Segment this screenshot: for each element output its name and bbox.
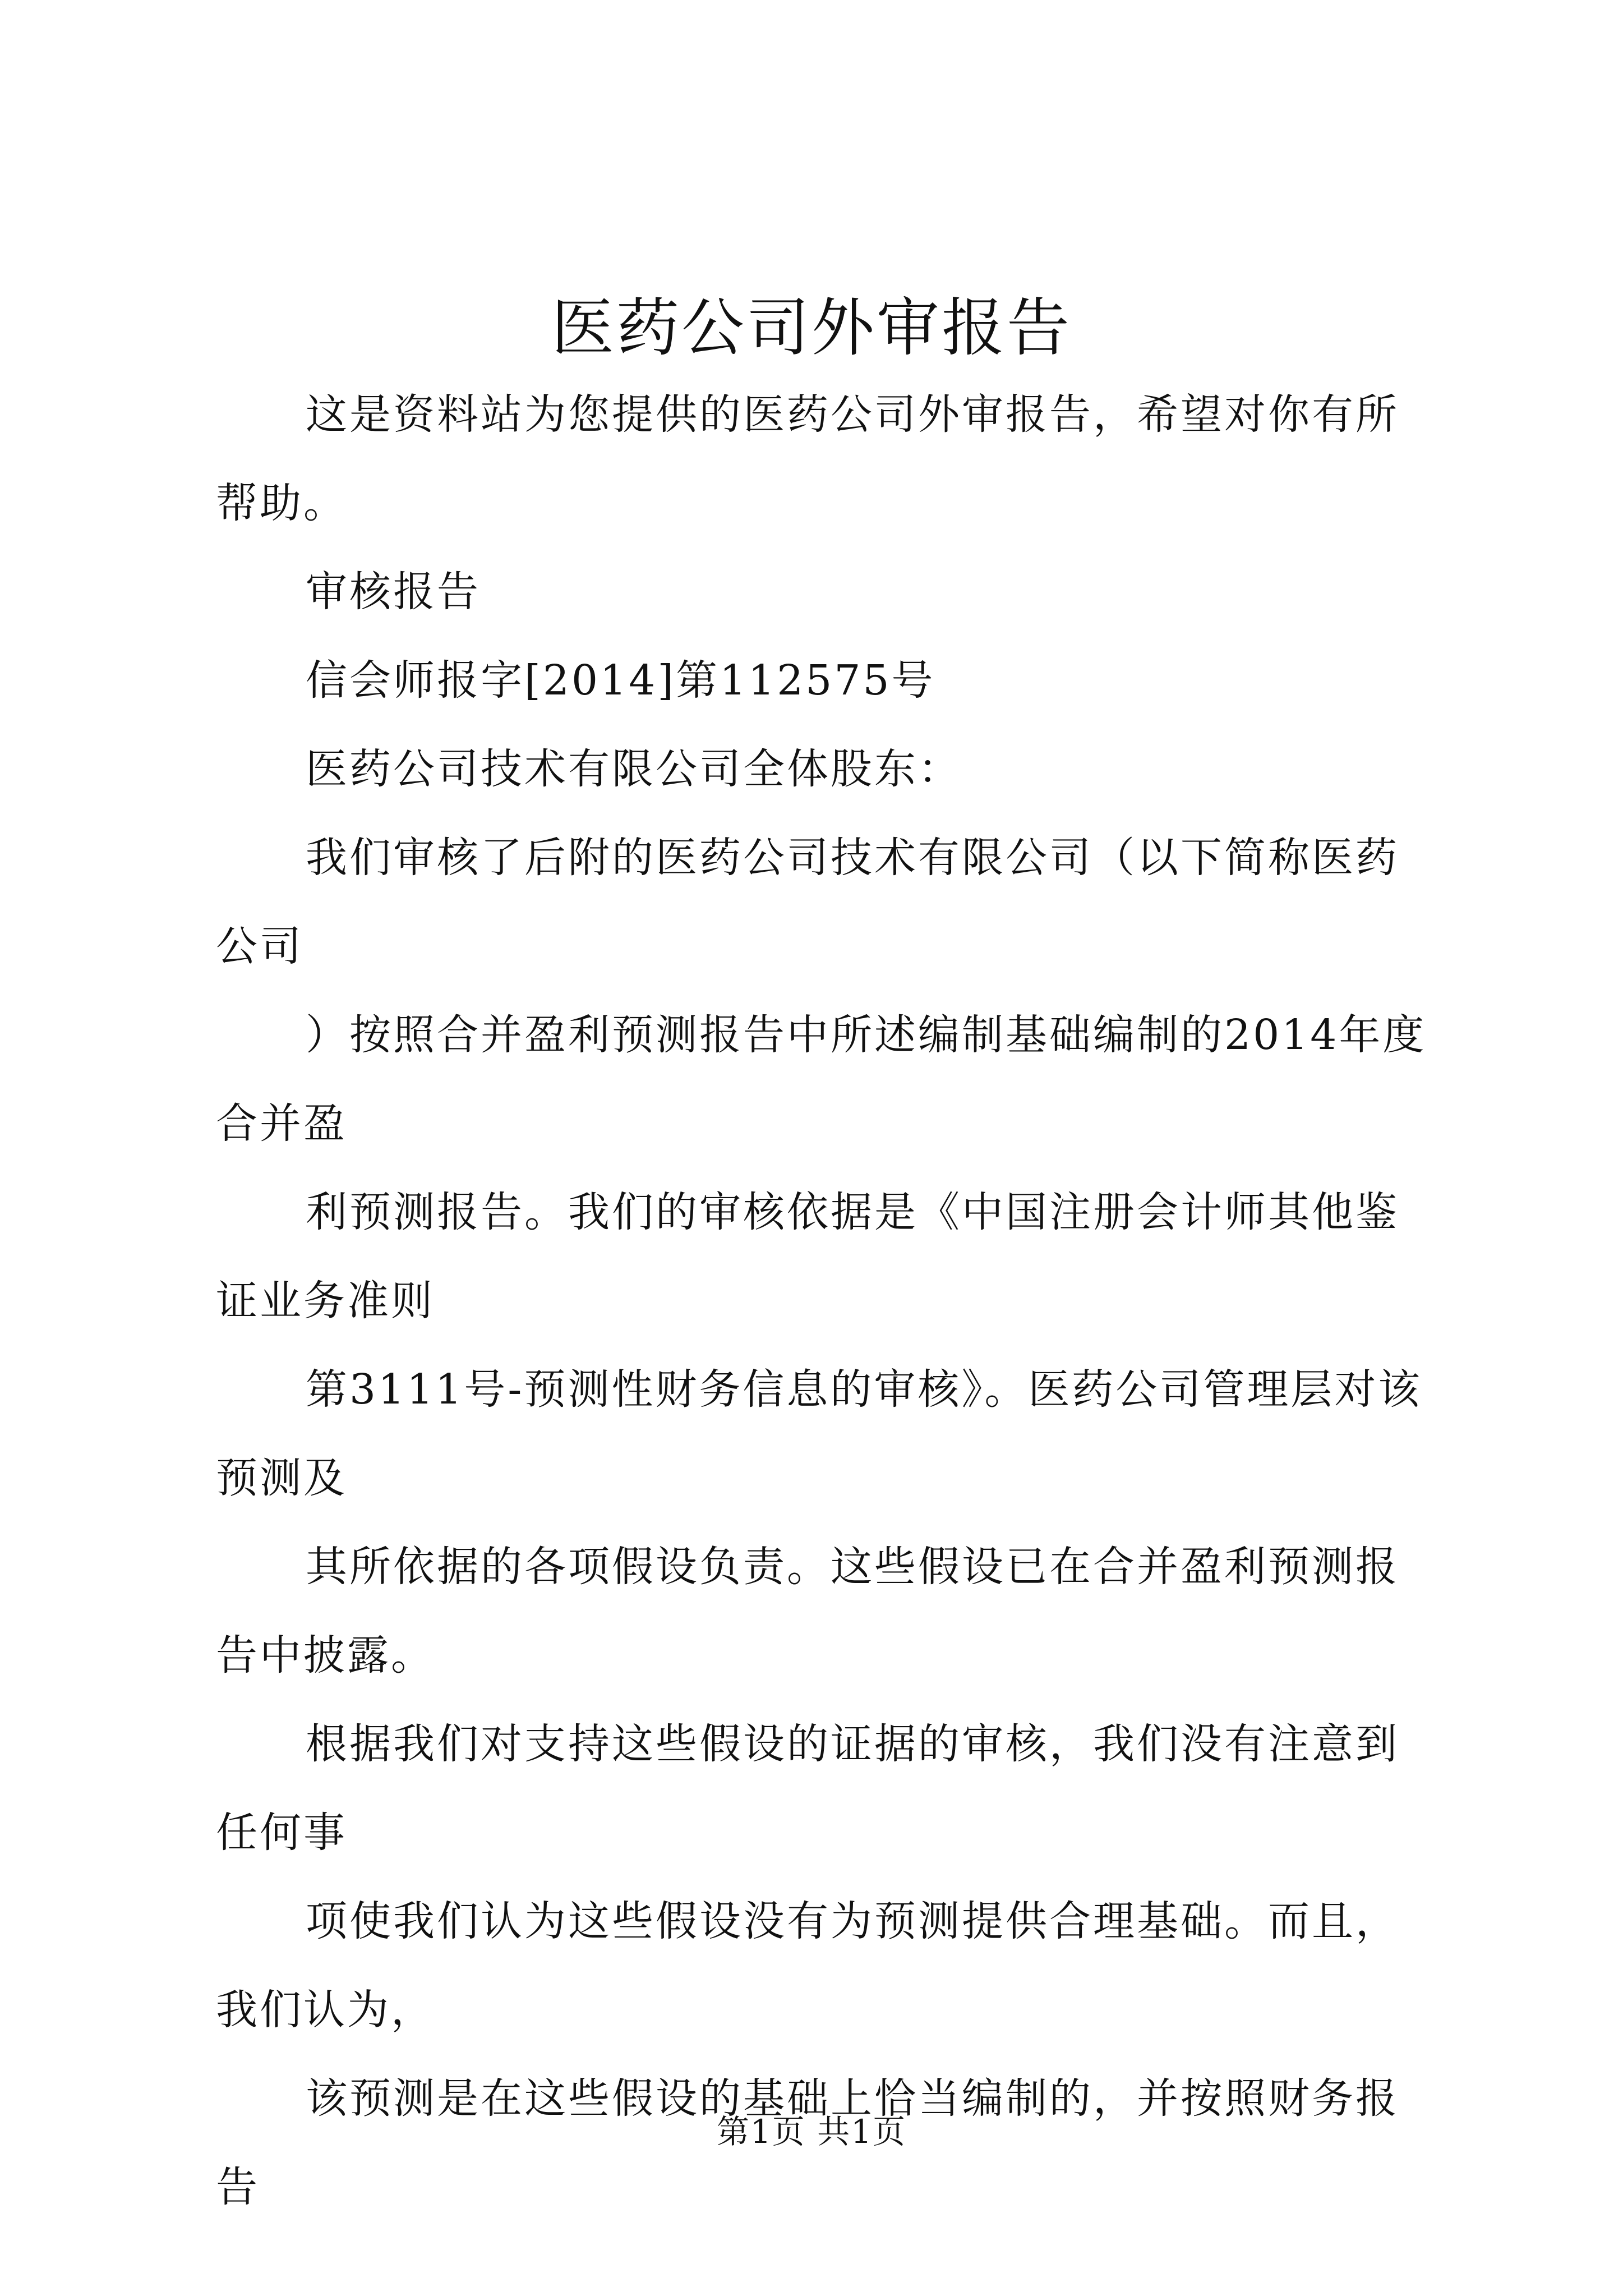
paragraph-body-5: 其所依据的各项假设负责。这些假设已在合并盈利预测报告中披露。 — [216, 1543, 1399, 1680]
document-body — [216, 370, 1430, 2231]
paragraph-body-2: ）按照合并盈利预测报告中所述编制基础编制的2014年度合并盈 — [216, 1011, 1427, 1148]
paragraph-body-8: 该预测是在这些假设的基础上恰当编制的，并按照财务报告 — [216, 2074, 1399, 2211]
document-title: 医药公司外审报告 — [551, 292, 1072, 365]
page-footer: 第1页 共1页 — [716, 2113, 907, 2151]
paragraph-body-6: 根据我们对支持这些假设的证据的审核，我们没有注意到任何事 — [216, 1720, 1399, 1857]
paragraph-heading: 审核报告 — [306, 568, 481, 616]
paragraph-addressee: 医药公司技术有限公司全体股东： — [306, 745, 962, 793]
paragraph-body-3: 利预测报告。我们的审核依据是《中国注册会计师其他鉴证业务准则 — [216, 1188, 1399, 1325]
paragraph-body-1: 我们审核了后附的医药公司技术有限公司（以下简称医药公司 — [216, 834, 1399, 970]
paragraph-intro: 这是资料站为您提供的医药公司外审报告，希望对你有所帮助。 — [216, 390, 1399, 527]
paragraph-reference-number: 信会师报字[2014]第112575号 — [306, 656, 935, 705]
paragraph-body-4: 第3111号-预测性财务信息的审核》。医药公司管理层对该预测及 — [216, 1365, 1422, 1502]
paragraph-body-7: 项使我们认为这些假设没有为预测提供合理基础。而且，我们认为， — [216, 1897, 1399, 2034]
